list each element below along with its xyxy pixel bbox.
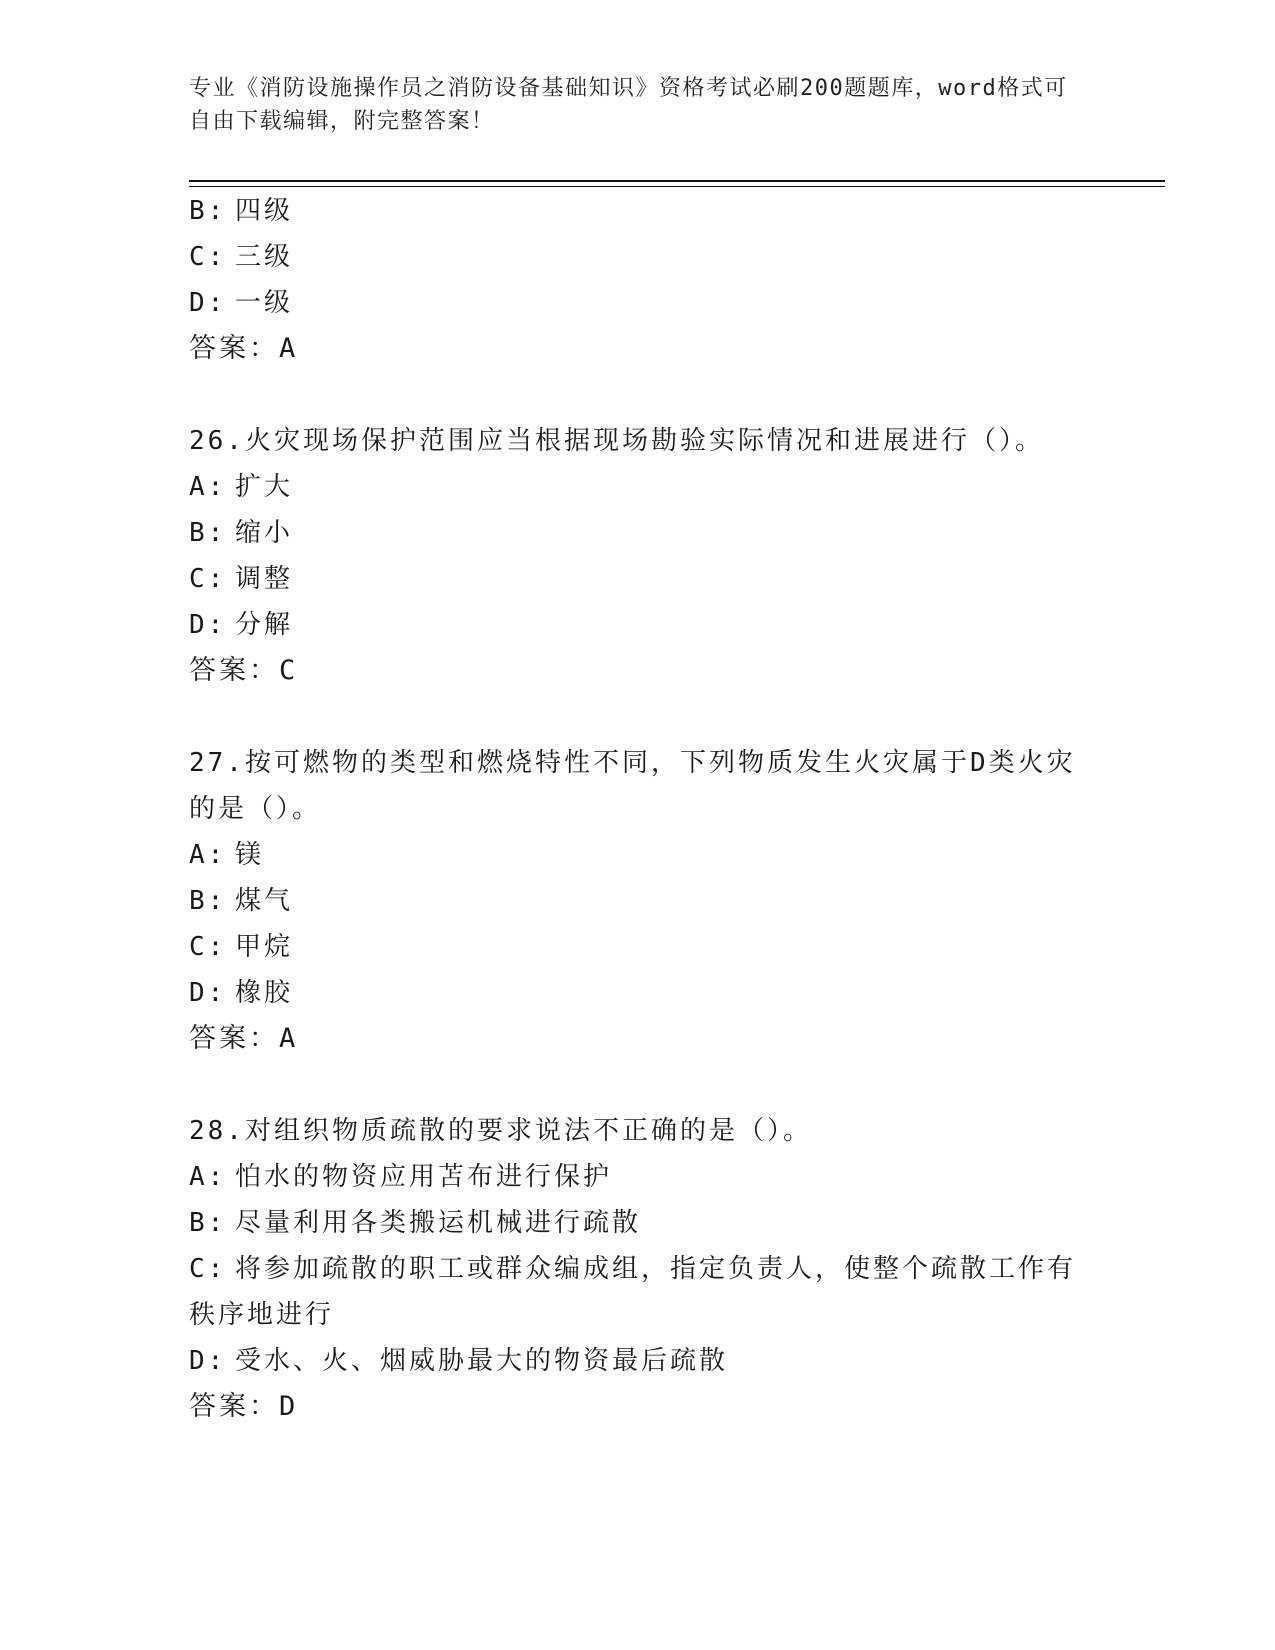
option-text: 镁 — [235, 840, 265, 870]
option-key: D: — [189, 978, 227, 1008]
option-key: B: — [189, 886, 227, 916]
option-text: 橡胶 — [235, 978, 294, 1008]
option-c-continued: 秩序地进行 — [189, 1300, 335, 1330]
answer-line: 答案：C — [189, 655, 299, 686]
option-key: B: — [189, 1208, 227, 1238]
option-c — [189, 234, 1089, 280]
option-text: 三级 — [235, 242, 294, 272]
option-key: C: — [189, 242, 227, 272]
option-text: 受水、火、烟威胁最大的物资最后疏散 — [235, 1346, 729, 1376]
option-key: A: — [189, 1162, 227, 1192]
option-d — [189, 280, 1089, 326]
option-key: D: — [189, 610, 227, 640]
question-28 — [189, 1108, 1089, 1430]
option-b — [189, 878, 1089, 924]
option-text: 尽量利用各类搬运机械进行疏散 — [235, 1208, 642, 1238]
option-key: C: — [189, 1254, 227, 1284]
option-key: D: — [189, 1346, 227, 1376]
question-stem-line-2: 的是（）。 — [189, 794, 322, 824]
answer-line: 答案：A — [189, 1023, 299, 1054]
option-a — [189, 1154, 1089, 1200]
answer-line: 答案：A — [189, 333, 299, 364]
document-header: 专业《消防设施操作员之消防设备基础知识》资格考试必刷200题题库，word格式可自由下载编辑，附完整答案！ — [189, 76, 1068, 134]
answer-line: 答案：D — [189, 1391, 299, 1422]
option-key: C: — [189, 932, 227, 962]
option-a — [189, 464, 1089, 510]
option-d — [189, 970, 1089, 1016]
option-key: C: — [189, 564, 227, 594]
option-text: 缩小 — [235, 518, 294, 548]
spacer — [189, 1062, 1089, 1108]
question-list — [189, 188, 1089, 1430]
option-text: 煤气 — [235, 886, 294, 916]
header-divider-thin — [189, 186, 1165, 187]
previous-question-tail — [189, 188, 1089, 372]
option-d — [189, 1338, 1089, 1384]
option-key: B: — [189, 196, 227, 226]
option-c — [189, 556, 1089, 602]
option-text: 扩大 — [235, 472, 294, 502]
option-text: 甲烷 — [235, 932, 294, 962]
option-key: D: — [189, 288, 227, 318]
option-d — [189, 602, 1089, 648]
option-c — [189, 924, 1089, 970]
question-27 — [189, 740, 1089, 1062]
option-key: A: — [189, 840, 227, 870]
header-divider-thick — [189, 180, 1165, 182]
option-text: 四级 — [235, 196, 294, 226]
option-text: 一级 — [235, 288, 294, 318]
option-b — [189, 1200, 1089, 1246]
question-stem: 28.对组织物质疏散的要求说法不正确的是（）。 — [189, 1116, 812, 1146]
question-stem-line-1: 27.按可燃物的类型和燃烧特性不同，下列物质发生火灾属于D类火灾 — [189, 748, 1076, 778]
option-text: 将参加疏散的职工或群众编成组，指定负责人，使整个疏散工作有 — [235, 1254, 1077, 1284]
question-26 — [189, 418, 1089, 694]
question-stem: 26.火灾现场保护范围应当根据现场勘验实际情况和进展进行（）。 — [189, 426, 1044, 456]
option-a — [189, 832, 1089, 878]
option-key: B: — [189, 518, 227, 548]
option-c — [189, 1246, 1089, 1292]
spacer — [189, 372, 1089, 418]
option-text: 分解 — [235, 610, 294, 640]
option-key: A: — [189, 472, 227, 502]
option-b — [189, 188, 1089, 234]
option-text: 怕水的物资应用苫布进行保护 — [235, 1162, 613, 1192]
spacer — [189, 694, 1089, 740]
option-text: 调整 — [235, 564, 294, 594]
option-b — [189, 510, 1089, 556]
